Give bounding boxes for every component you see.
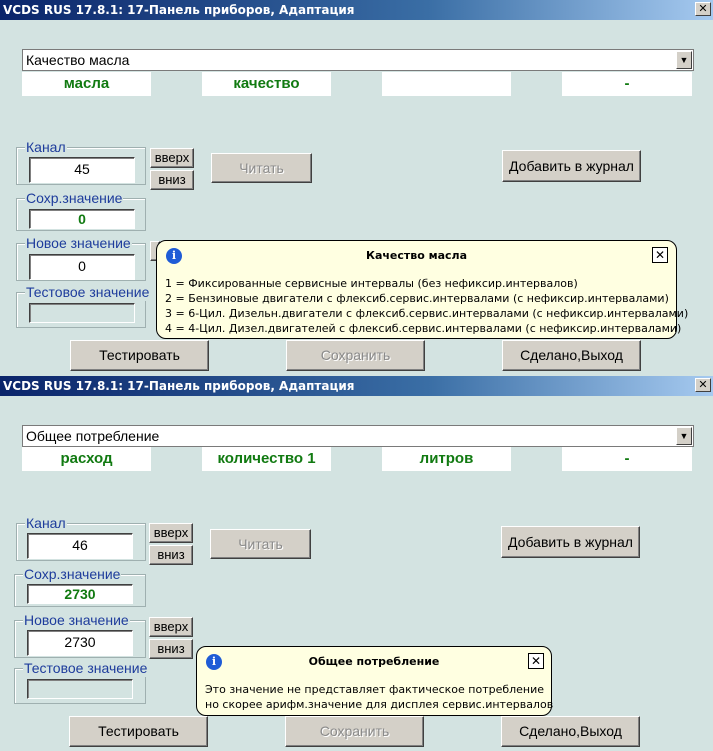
test-value-label: Тестовое значение	[24, 660, 148, 676]
info-tooltip	[196, 646, 552, 716]
new-value-input[interactable]: 0	[29, 254, 135, 280]
tooltip-title: Качество масла	[365, 249, 468, 262]
channel-select-dropdown[interactable]	[22, 49, 694, 71]
channel-group	[16, 139, 146, 185]
saved-value-label: Сохр.значение	[26, 190, 123, 206]
window-close-button[interactable]: ✕	[695, 2, 711, 16]
measure-cells-row	[22, 447, 692, 471]
new-value-down-button[interactable]: вниз	[149, 639, 193, 659]
new-value-group	[16, 235, 146, 281]
info-icon: i	[206, 654, 222, 670]
window-title-bar	[0, 376, 713, 396]
saved-value-field: 2730	[27, 584, 133, 604]
channel-input[interactable]: 45	[29, 157, 135, 183]
read-button[interactable]: Читать	[211, 153, 312, 183]
tooltip-line: Это значение не представляет фактическое потребление	[205, 683, 545, 696]
add-to-log-button[interactable]: Добавить в журнал	[502, 150, 641, 182]
window-title: VCDS RUS 17.8.1: 17-Панель приборов, Адаптация	[3, 3, 355, 17]
tooltip-line: 4 = 4-Цил. Дизел.двигателей с флексиб.сервис.интервалами (с нефиксир.интервалами)	[165, 322, 682, 335]
measure-cell-1: расход	[22, 447, 151, 471]
tooltip-line: но скорее арифм.значение для дисплея сервис.интервалов	[205, 698, 554, 711]
test-value-field	[27, 679, 133, 699]
tooltip-title: Общее потребление	[308, 655, 440, 668]
window-title-bar	[0, 0, 713, 20]
saved-value-group	[14, 566, 146, 607]
new-value-group	[14, 612, 146, 658]
new-value-label: Новое значение	[26, 235, 131, 251]
test-value-label: Тестовое значение	[26, 284, 150, 300]
channel-input[interactable]: 46	[27, 533, 133, 559]
new-value-up-button[interactable]: вверх	[149, 617, 193, 637]
tooltip-line: 2 = Бензиновые двигатели с флексиб.сервис.интервалами (с нефиксир.интервалами)	[165, 292, 669, 305]
test-value-field	[29, 303, 135, 323]
test-value-group	[14, 660, 148, 704]
saved-value-label: Сохр.значение	[24, 566, 121, 582]
window-title: VCDS RUS 17.8.1: 17-Панель приборов, Адаптация	[3, 379, 355, 393]
test-button[interactable]: Тестировать	[69, 716, 208, 747]
window-close-button[interactable]: ✕	[695, 378, 711, 392]
save-button[interactable]: Сохранить	[286, 340, 425, 371]
measure-cells-row	[22, 72, 692, 96]
saved-value-group	[16, 190, 146, 231]
tooltip-text	[165, 276, 688, 336]
channel-group	[16, 515, 146, 561]
adaptation-window-total-consumption	[0, 376, 713, 751]
channel-label: Канал	[26, 515, 66, 531]
channel-up-button[interactable]: вверх	[149, 523, 193, 543]
add-to-log-button[interactable]: Добавить в журнал	[501, 526, 640, 558]
measure-cell-7: -	[562, 447, 692, 471]
tooltip-line: 3 = 6-Цил. Дизельн.двигатели с флексиб.сервис.интервалами (с нефиксир.интервалами)	[165, 307, 689, 320]
measure-cell-3: количество 1	[202, 447, 331, 471]
test-value-group	[16, 284, 150, 328]
new-value-input[interactable]: 2730	[27, 630, 133, 656]
measure-cell-1: масла	[22, 72, 151, 96]
measure-cell-5	[382, 72, 511, 96]
info-icon: i	[166, 248, 182, 264]
saved-value-field: 0	[29, 209, 135, 229]
test-button[interactable]: Тестировать	[70, 340, 209, 371]
tooltip-close-icon[interactable]: ✕	[652, 247, 668, 263]
channel-down-button[interactable]: вниз	[150, 170, 194, 190]
channel-select-dropdown[interactable]	[22, 425, 694, 447]
done-exit-button[interactable]: Сделано,Выход	[501, 716, 640, 747]
channel-select-value: Качество масла	[26, 52, 130, 68]
channel-select-value: Общее потребление	[26, 428, 160, 444]
dropdown-arrow-icon[interactable]: ▼	[676, 51, 692, 69]
tooltip-line: 1 = Фиксированные сервисные интервалы (без нефиксир.интервалов)	[165, 277, 578, 290]
save-button[interactable]: Сохранить	[285, 716, 424, 747]
measure-cell-7: -	[562, 72, 692, 96]
info-tooltip	[156, 240, 689, 339]
channel-label: Канал	[26, 139, 66, 155]
tooltip-close-icon[interactable]: ✕	[528, 653, 544, 669]
read-button[interactable]: Читать	[210, 529, 311, 559]
new-value-label: Новое значение	[24, 612, 129, 628]
channel-up-button[interactable]: вверх	[150, 148, 194, 168]
measure-cell-5: литров	[382, 447, 511, 471]
measure-cell-3: качество	[202, 72, 331, 96]
done-exit-button[interactable]: Сделано,Выход	[502, 340, 641, 371]
tooltip-text	[205, 682, 553, 712]
dropdown-arrow-icon[interactable]: ▼	[676, 427, 692, 445]
channel-down-button[interactable]: вниз	[149, 545, 193, 565]
